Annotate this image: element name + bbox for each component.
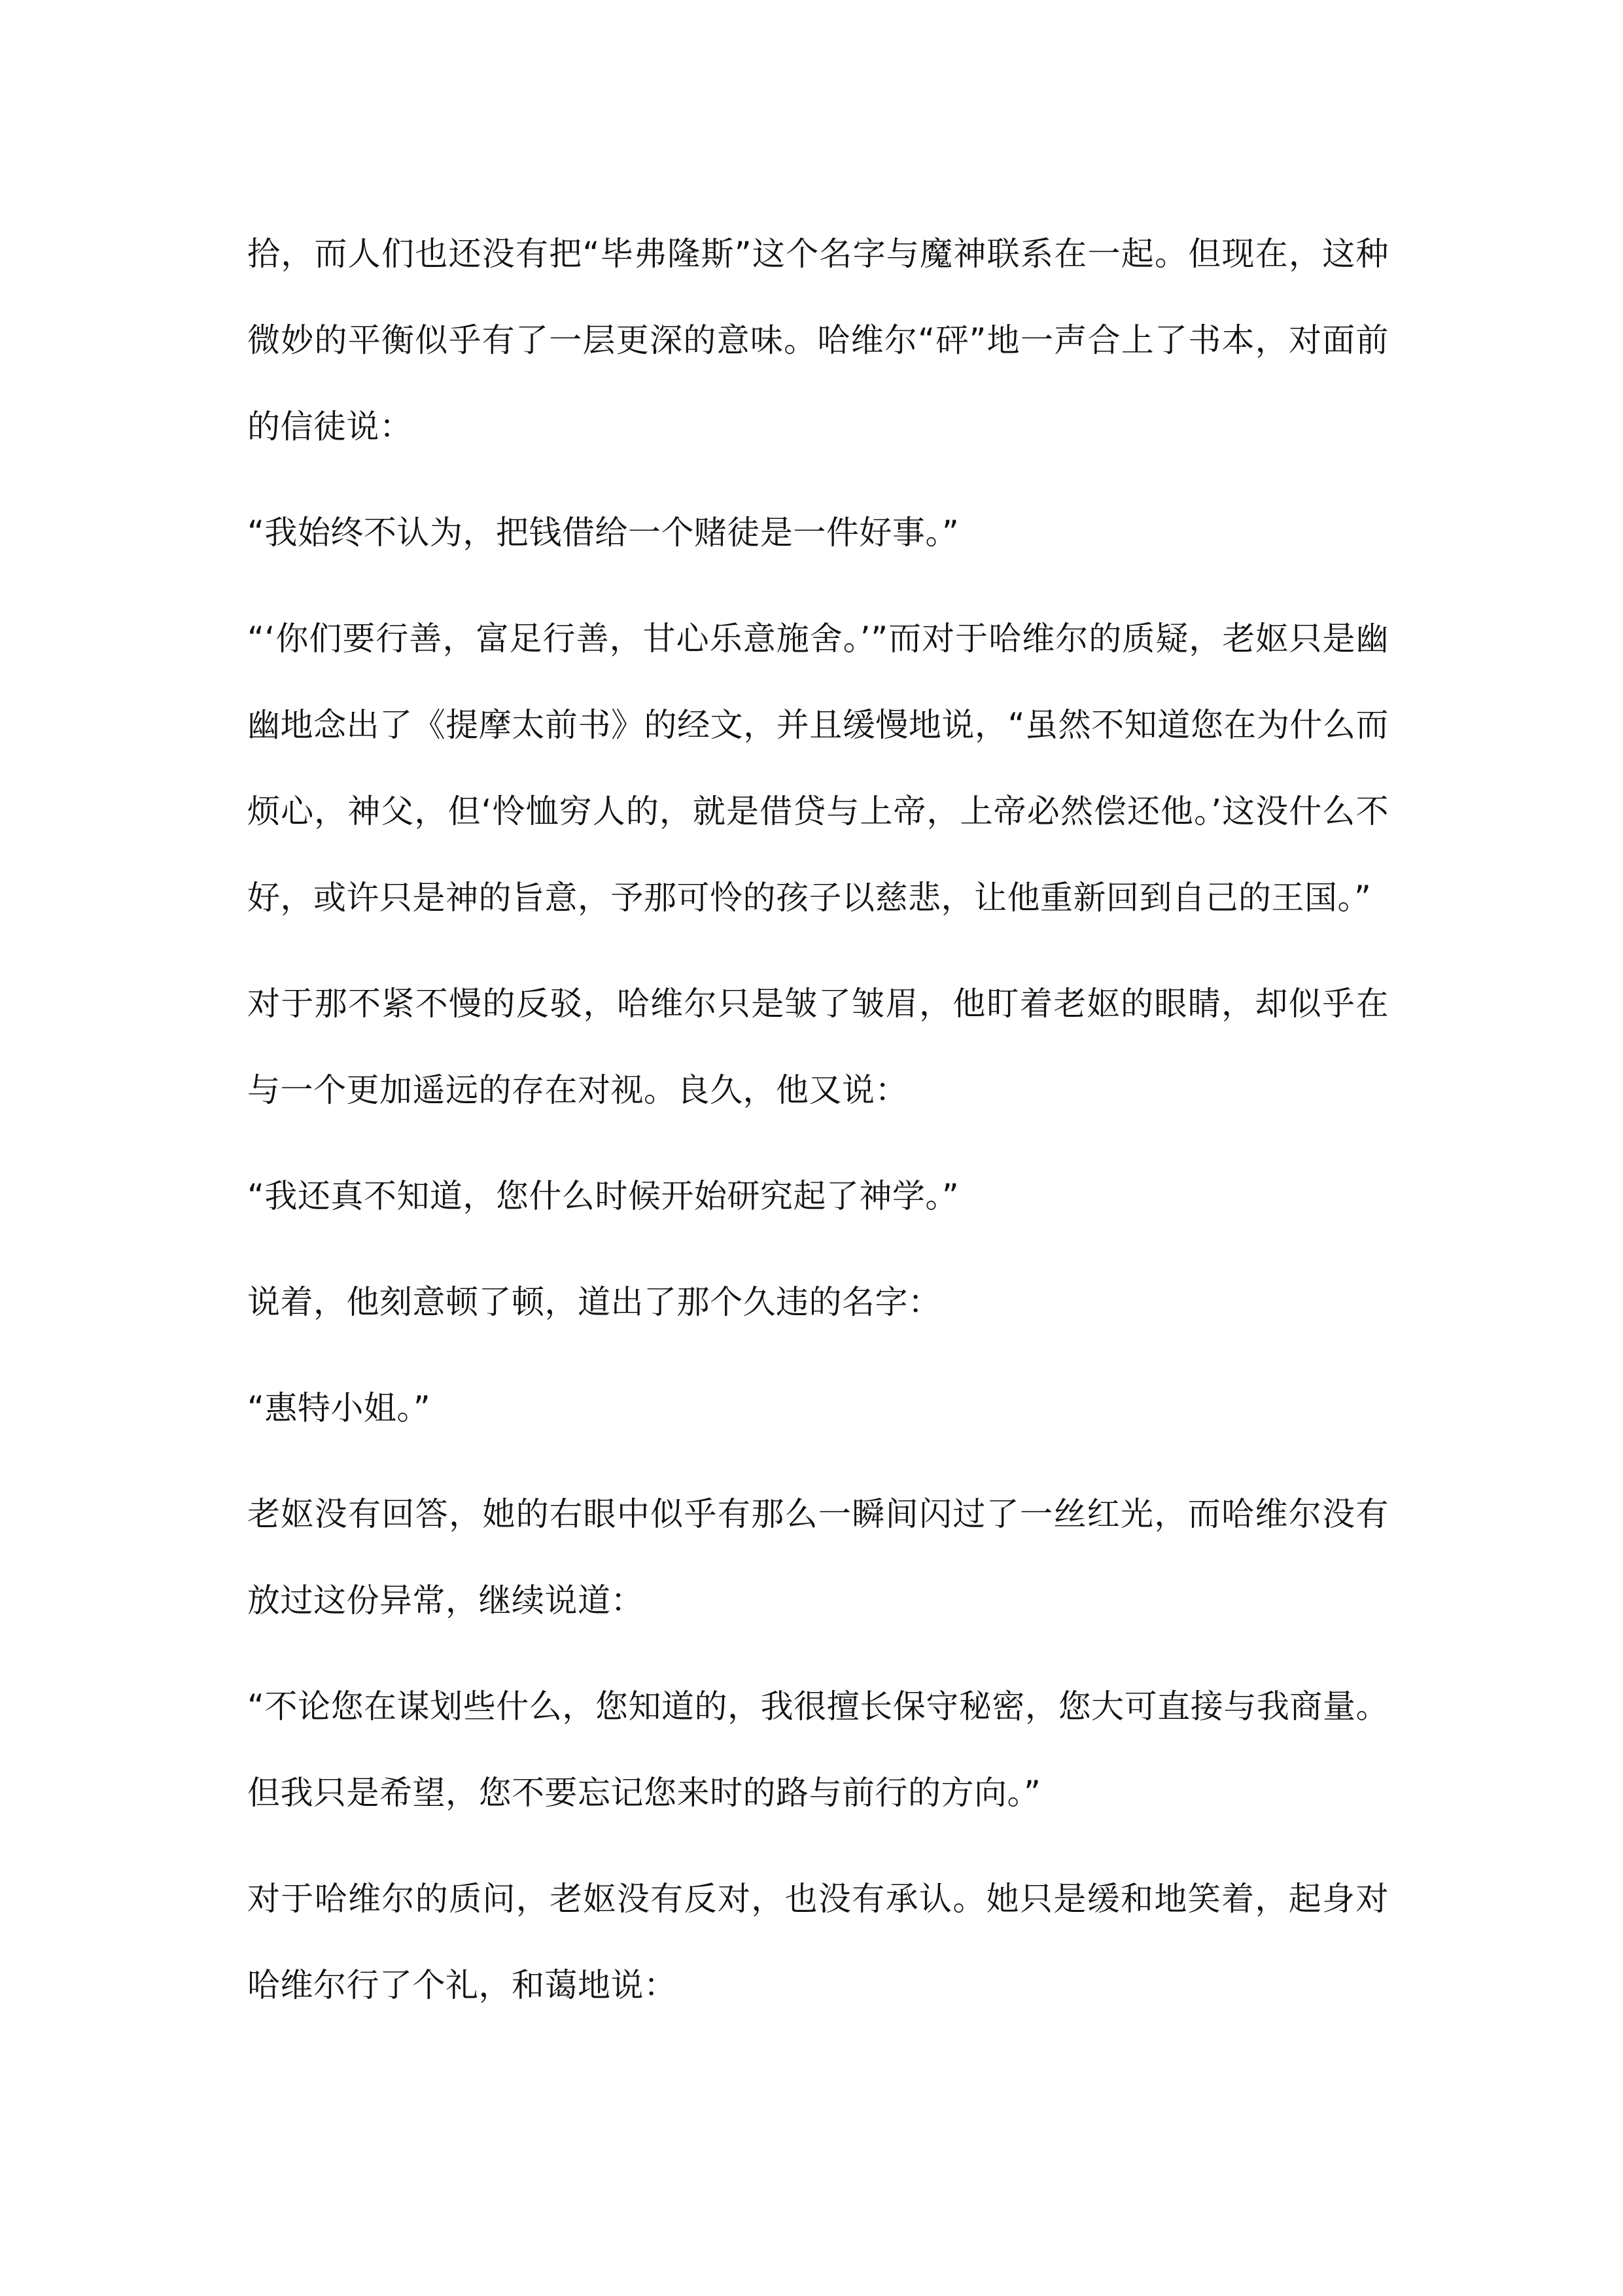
paragraph: 对于那不紧不慢的反驳，哈维尔只是皱了皱眉，他盯着老妪的眼睛，却似乎在与一个更加遥远的存在对视。良久，他又说： <box>247 985 1389 1109</box>
paragraph: 说着，他刻意顿了顿，道出了那个久违的名字： <box>247 1283 941 1321</box>
paragraph: “‘你们要行善，富足行善，甘心乐意施舍。’”而对于哈维尔的质疑，老妪只是幽幽地念出了《提摩太前书》的经文，并且缓慢地说，“虽然不知道您在为什么而烦心，神父，但‘怜恤穷人的，就是借贷与上帝，上帝必然偿还他。’这没什么不好，或许只是神的旨意，予那可怜的孩子以慈悲，让他重新回到自己的王国。” <box>247 620 1389 917</box>
paragraph: “我始终不认为，把钱借给一个赌徒是一件好事。” <box>247 514 960 552</box>
paragraph: “惠特小姐。” <box>247 1389 431 1427</box>
document-body <box>247 211 1389 2048</box>
paragraph: 对于哈维尔的质问，老妪没有反对，也没有承认。她只是缓和地笑着，起身对哈维尔行了个礼，和蔼地说： <box>247 1880 1389 2004</box>
paragraph: 拾，而人们也还没有把“毕弗隆斯”这个名字与魔神联系在一起。但现在，这种微妙的平衡似乎有了一层更深的意味。哈维尔“砰”地一声合上了书本，对面前的信徒说： <box>247 235 1389 446</box>
paragraph: “我还真不知道，您什么时候开始研究起了神学。” <box>247 1177 960 1215</box>
paragraph: 老妪没有回答，她的右眼中似乎有那么一瞬间闪过了一丝红光，而哈维尔没有放过这份异常，继续说道： <box>247 1495 1389 1619</box>
paragraph: “不论您在谋划些什么，您知道的，我很擅长保守秘密，您大可直接与我商量。但我只是希望，您不要忘记您来时的路与前行的方向。” <box>247 1687 1389 1812</box>
